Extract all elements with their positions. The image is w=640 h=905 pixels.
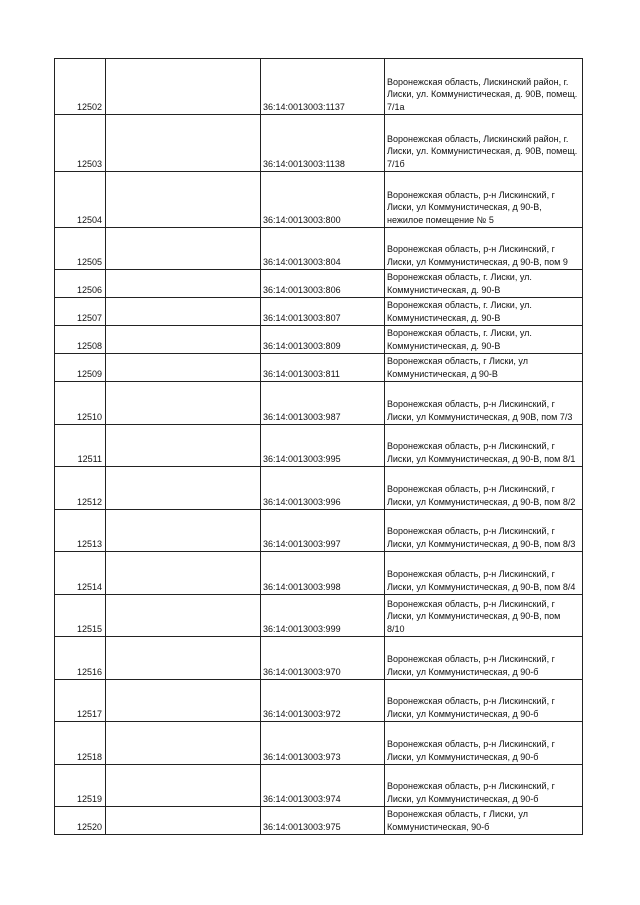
address-cell: Воронежская область, р-н Лискинский, г Лиски, ул Коммунистическая, д 90-В, пом 8/1 (385, 425, 583, 467)
row-number-cell: 12506 (55, 270, 106, 298)
cadastral-number-cell: 36:14:0013003:974 (261, 765, 385, 807)
address-cell: Воронежская область, Лискинский район, г. Лиски, ул. Коммунистическая, д. 90В, помещ. 7/1а (385, 59, 583, 115)
owner-cell (106, 425, 261, 467)
cadastral-number-cell: 36:14:0013003:995 (261, 425, 385, 467)
address-cell: Воронежская область, р-н Лискинский, г Лиски, ул Коммунистическая, д 90-В, нежилое помещение № 5 (385, 172, 583, 228)
owner-cell (106, 467, 261, 510)
cadastral-number-cell: 36:14:0013003:998 (261, 552, 385, 595)
cadastral-number-cell: 36:14:0013003:975 (261, 807, 385, 835)
owner-cell (106, 680, 261, 722)
table-row (55, 807, 583, 835)
address-cell: Воронежская область, г Лиски, ул Коммунистическая, д 90-В (385, 354, 583, 382)
row-number-cell: 12504 (55, 172, 106, 228)
cadastral-number-cell: 36:14:0013003:970 (261, 637, 385, 680)
table-row (55, 172, 583, 228)
cadastral-number-cell: 36:14:0013003:806 (261, 270, 385, 298)
owner-cell (106, 354, 261, 382)
table-row (55, 765, 583, 807)
table-row (55, 680, 583, 722)
row-number-cell: 12518 (55, 722, 106, 765)
owner-cell (106, 228, 261, 270)
cadastral-number-cell: 36:14:0013003:999 (261, 595, 385, 637)
cadastral-number-cell: 36:14:0013003:807 (261, 298, 385, 326)
table-row (55, 722, 583, 765)
address-cell: Воронежская область, р-н Лискинский, г Лиски, ул Коммунистическая, д 90-б (385, 637, 583, 680)
owner-cell (106, 59, 261, 115)
table-row (55, 298, 583, 326)
address-cell: Воронежская область, р-н Лискинский, г Лиски, ул Коммунистическая, д 90-В, пом 8/4 (385, 552, 583, 595)
owner-cell (106, 270, 261, 298)
table-row (55, 637, 583, 680)
owner-cell (106, 382, 261, 425)
row-number-cell: 12505 (55, 228, 106, 270)
table-row (55, 228, 583, 270)
cadastral-number-cell: 36:14:0013003:987 (261, 382, 385, 425)
row-number-cell: 12510 (55, 382, 106, 425)
address-cell: Воронежская область, р-н Лискинский, г Лиски, ул Коммунистическая, д 90-В, пом 9 (385, 228, 583, 270)
owner-cell (106, 807, 261, 835)
cadastral-number-cell: 36:14:0013003:997 (261, 510, 385, 552)
table-row (55, 510, 583, 552)
owner-cell (106, 326, 261, 354)
address-cell: Воронежская область, р-н Лискинский, г Лиски, ул Коммунистическая, д 90-В, пом 8/10 (385, 595, 583, 637)
table-row (55, 115, 583, 172)
row-number-cell: 12502 (55, 59, 106, 115)
row-number-cell: 12514 (55, 552, 106, 595)
address-cell: Воронежская область, р-н Лискинский, г Лиски, ул Коммунистическая, д 90-В, пом 8/2 (385, 467, 583, 510)
row-number-cell: 12516 (55, 637, 106, 680)
owner-cell (106, 510, 261, 552)
address-cell: Воронежская область, г. Лиски, ул. Коммунистическая, д. 90-В (385, 326, 583, 354)
table-row (55, 595, 583, 637)
owner-cell (106, 298, 261, 326)
cadastral-number-cell: 36:14:0013003:1138 (261, 115, 385, 172)
table-row (55, 382, 583, 425)
cadastral-number-cell: 36:14:0013003:804 (261, 228, 385, 270)
owner-cell (106, 115, 261, 172)
cadastral-number-cell: 36:14:0013003:972 (261, 680, 385, 722)
cadastral-number-cell: 36:14:0013003:809 (261, 326, 385, 354)
address-cell: Воронежская область, г. Лиски, ул. Коммунистическая, д. 90-В (385, 298, 583, 326)
owner-cell (106, 552, 261, 595)
table-row (55, 270, 583, 298)
address-cell: Воронежская область, р-н Лискинский, г Лиски, ул Коммунистическая, д 90-б (385, 722, 583, 765)
address-cell: Воронежская область, Лискинский район, г. Лиски, ул. Коммунистическая, д. 90В, помещ. 7/1б (385, 115, 583, 172)
address-cell: Воронежская область, г. Лиски, ул. Коммунистическая, д. 90-В (385, 270, 583, 298)
address-cell: Воронежская область, р-н Лискинский, г Лиски, ул Коммунистическая, д 90-б (385, 765, 583, 807)
row-number-cell: 12509 (55, 354, 106, 382)
row-number-cell: 12503 (55, 115, 106, 172)
address-cell: Воронежская область, г Лиски, ул Коммунистическая, 90-б (385, 807, 583, 835)
address-cell: Воронежская область, р-н Лискинский, г Лиски, ул Коммунистическая, д 90-В, пом 8/3 (385, 510, 583, 552)
cadastral-number-cell: 36:14:0013003:996 (261, 467, 385, 510)
table-row (55, 425, 583, 467)
owner-cell (106, 172, 261, 228)
table-row (55, 59, 583, 115)
row-number-cell: 12508 (55, 326, 106, 354)
registry-table (54, 58, 583, 835)
row-number-cell: 12512 (55, 467, 106, 510)
address-cell: Воронежская область, р-н Лискинский, г Лиски, ул Коммунистическая, д 90В, пом 7/3 (385, 382, 583, 425)
row-number-cell: 12519 (55, 765, 106, 807)
row-number-cell: 12511 (55, 425, 106, 467)
address-cell: Воронежская область, р-н Лискинский, г Лиски, ул Коммунистическая, д 90-б (385, 680, 583, 722)
owner-cell (106, 637, 261, 680)
table-row (55, 552, 583, 595)
table-row (55, 326, 583, 354)
row-number-cell: 12520 (55, 807, 106, 835)
cadastral-number-cell: 36:14:0013003:973 (261, 722, 385, 765)
table-row (55, 467, 583, 510)
cadastral-number-cell: 36:14:0013003:1137 (261, 59, 385, 115)
registry-table-body (55, 59, 583, 835)
row-number-cell: 12515 (55, 595, 106, 637)
cadastral-number-cell: 36:14:0013003:811 (261, 354, 385, 382)
cadastral-number-cell: 36:14:0013003:800 (261, 172, 385, 228)
owner-cell (106, 765, 261, 807)
row-number-cell: 12507 (55, 298, 106, 326)
row-number-cell: 12513 (55, 510, 106, 552)
owner-cell (106, 722, 261, 765)
table-row (55, 354, 583, 382)
row-number-cell: 12517 (55, 680, 106, 722)
owner-cell (106, 595, 261, 637)
